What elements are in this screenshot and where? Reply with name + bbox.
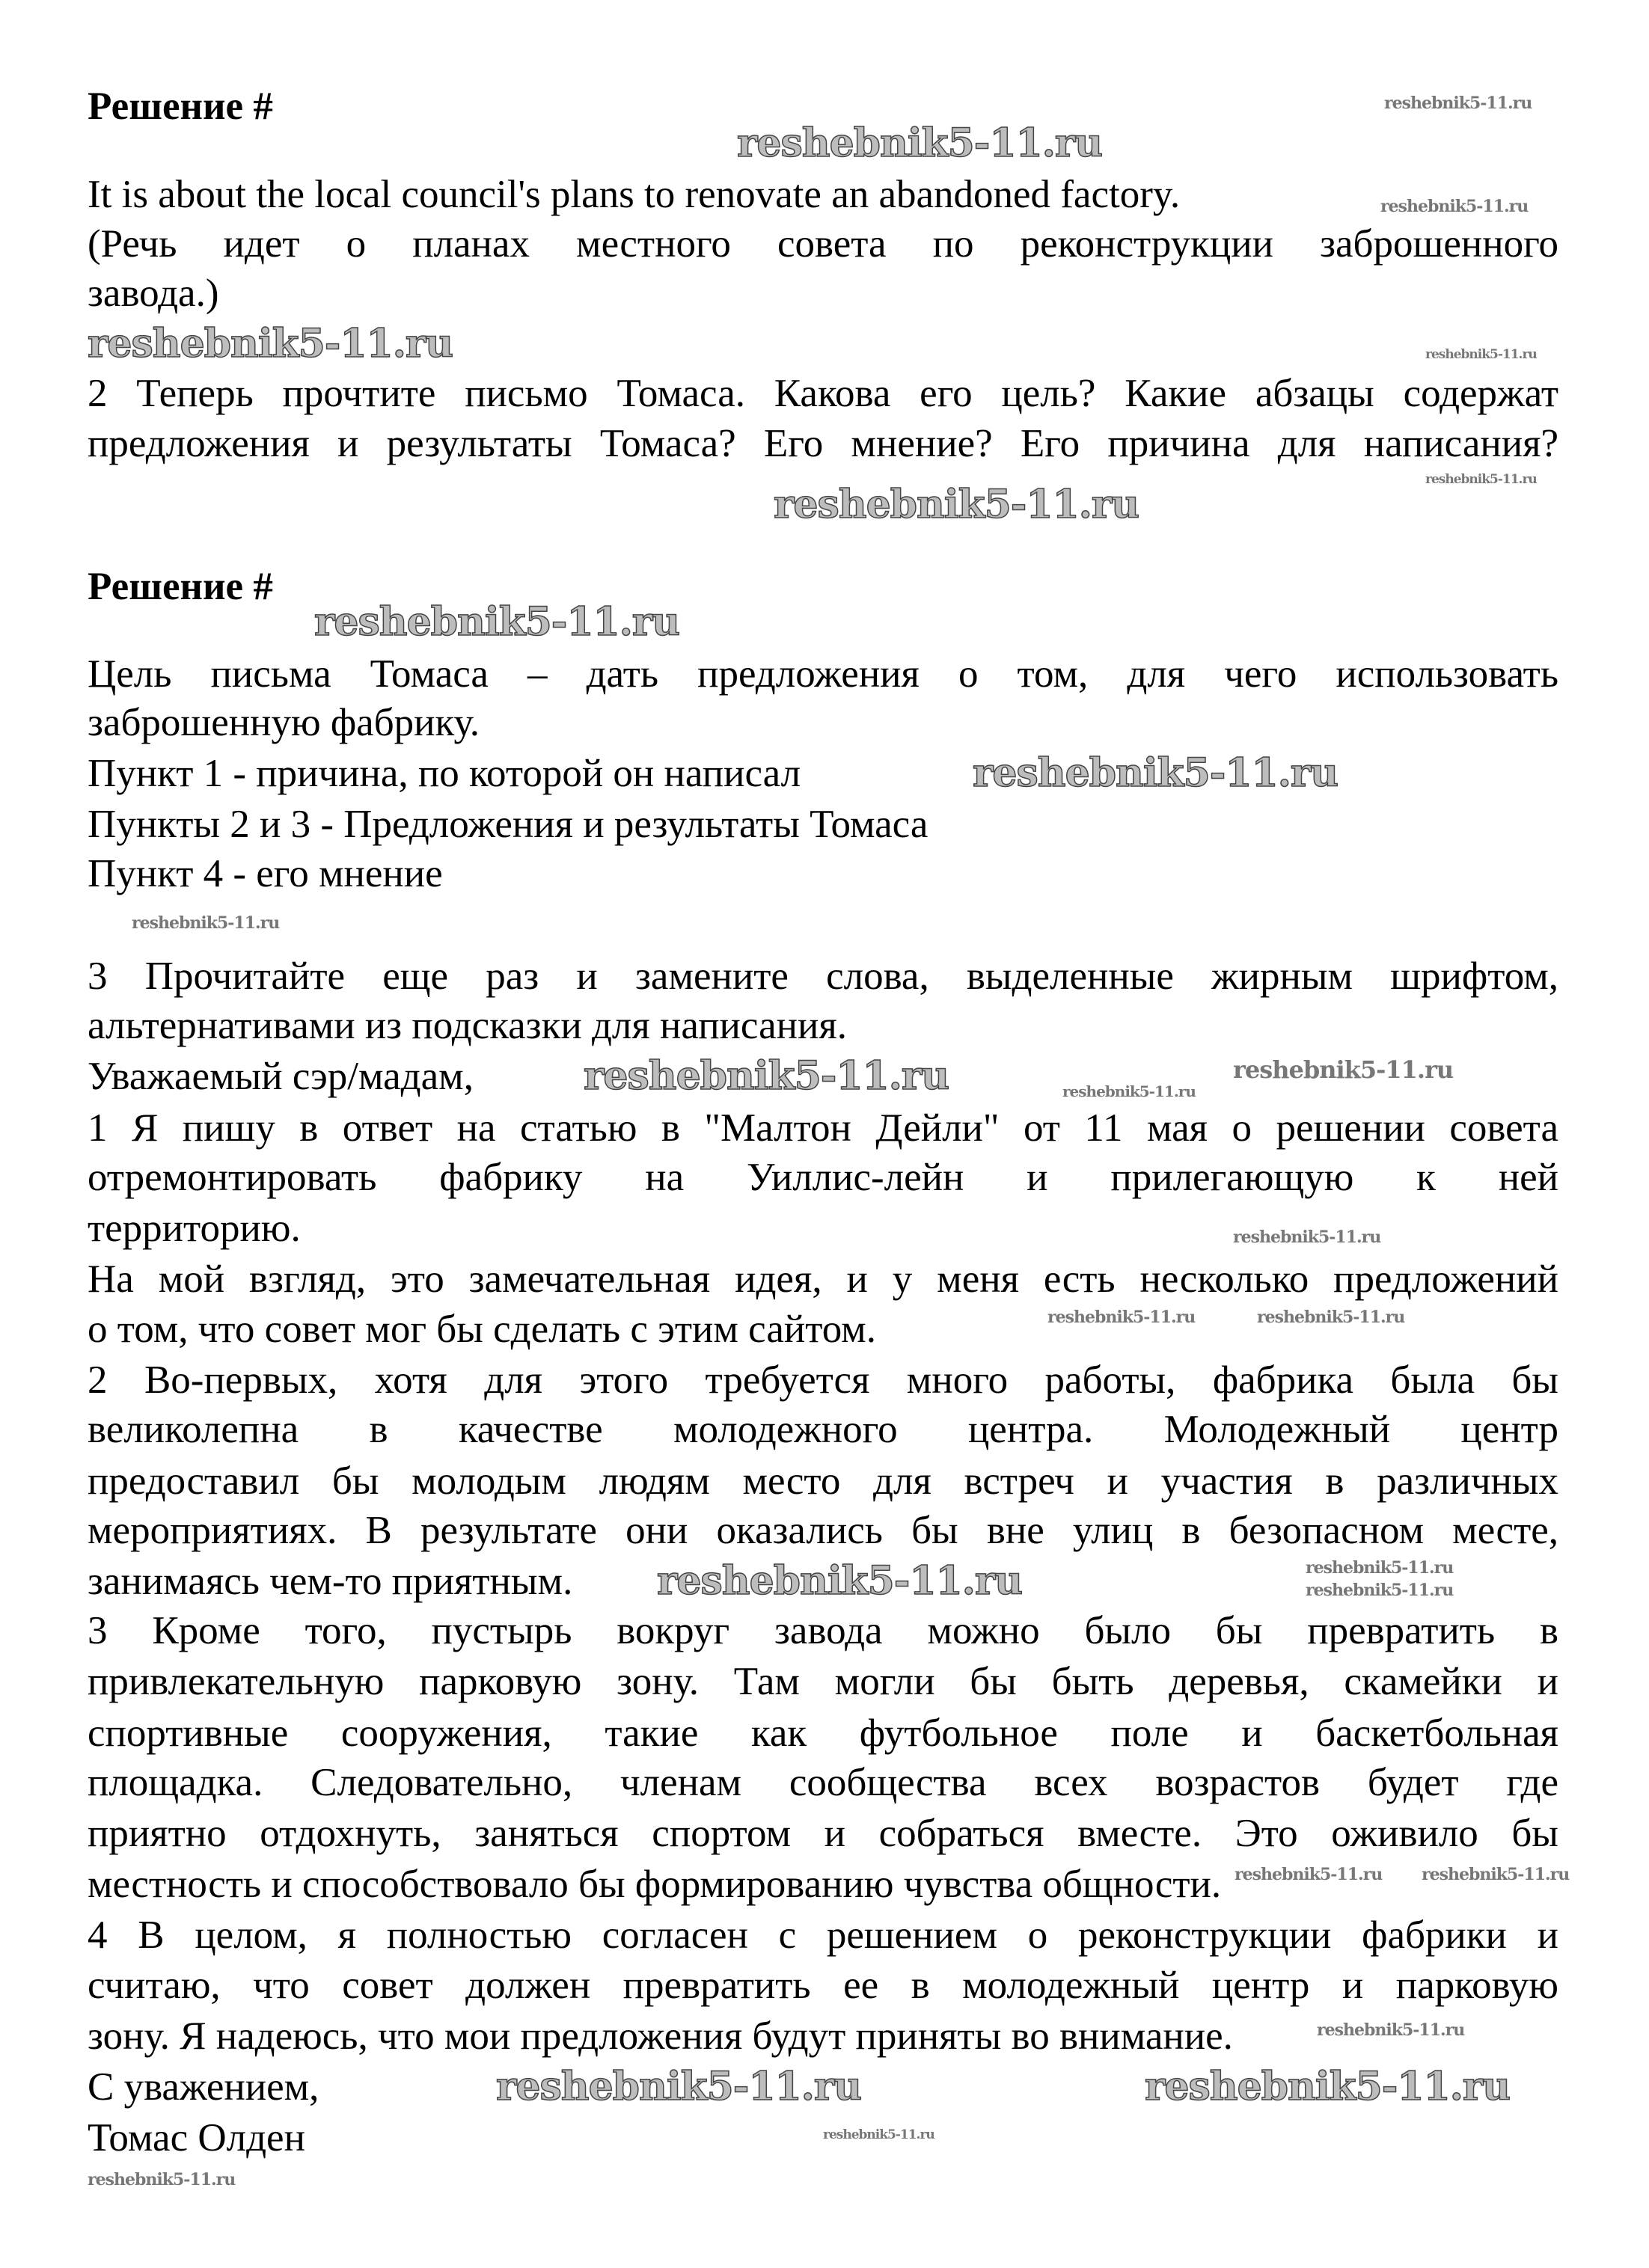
letter-line: 4 В целом, я полностью согласен с решением о реконструкции фабрики и bbox=[88, 1913, 1558, 1957]
answer-line: Цель письма Томаса – дать предложения о том, для чего использовать bbox=[88, 652, 1558, 696]
watermark: reshebnik5-11.ru bbox=[88, 2170, 236, 2189]
letter-line: местность и способствовало бы формированию чувства общности. bbox=[88, 1863, 1222, 1906]
solution-heading: Решение # bbox=[88, 85, 273, 128]
watermark: reshebnik5-11.ru bbox=[973, 750, 1339, 796]
watermark: reshebnik5-11.ru bbox=[1257, 1308, 1405, 1327]
letter-line: великолепна в качестве молодежного центра. Молодежный центр bbox=[88, 1408, 1558, 1451]
watermark: reshebnik5-11.ru bbox=[496, 2064, 862, 2109]
letter-line: территорию. bbox=[88, 1207, 301, 1250]
letter-line: 2 Во-первых, хотя для этого требуется много работы, фабрика была бы bbox=[88, 1358, 1558, 1402]
solution-heading: Решение # bbox=[88, 565, 273, 608]
letter-line: приятно отдохнуть, заняться спортом и собраться вместе. Это оживило бы bbox=[88, 1812, 1558, 1855]
watermark: reshebnik5-11.ru bbox=[1422, 1865, 1570, 1884]
letter-line: отремонтировать фабрику на Уиллис-лейн и прилегающую к ней bbox=[88, 1156, 1558, 1199]
answer-line: заброшенную фабрику. bbox=[88, 701, 480, 744]
letter-line: 1 Я пишу в ответ на статью в "Малтон Дейли" от 11 мая о решении совета bbox=[88, 1106, 1558, 1150]
letter-line: мероприятиях. В результате они оказались бы вне улиц в безопасном месте, bbox=[88, 1509, 1558, 1552]
watermark: reshebnik5-11.ru bbox=[1062, 1082, 1196, 1100]
watermark: reshebnik5-11.ru bbox=[1380, 197, 1529, 216]
watermark: reshebnik5-11.ru bbox=[1384, 94, 1532, 113]
letter-line: На мой взгляд, это замечательная идея, и у меня есть несколько предложений bbox=[88, 1257, 1558, 1301]
letter-line: площадка. Следовательно, членам сообщества всех возрастов будет где bbox=[88, 1761, 1558, 1804]
letter-line: о том, что совет мог бы сделать с этим сайтом. bbox=[88, 1308, 876, 1351]
answer-line: (Речь идет о планах местного совета по реконструкции заброшенного bbox=[88, 222, 1558, 266]
letter-line: привлекательную парковую зону. Там могли бы быть деревья, скамейки и bbox=[88, 1660, 1558, 1703]
watermark: reshebnik5-11.ru bbox=[314, 599, 680, 645]
letter-line: считаю, что совет должен превратить ее в молодежный центр и парковую bbox=[88, 1964, 1558, 2007]
watermark: reshebnik5-11.ru bbox=[657, 1558, 1023, 1604]
watermark: reshebnik5-11.ru bbox=[1233, 1228, 1381, 1247]
task-line: 3 Прочитайте еще раз и замените слова, выделенные жирным шрифтом, bbox=[88, 954, 1558, 998]
watermark: reshebnik5-11.ru bbox=[1233, 1055, 1454, 1084]
letter-line: занимаясь чем-то приятным. bbox=[88, 1560, 573, 1603]
answer-line: Пункты 2 и 3 - Предложения и результаты Томаса bbox=[88, 803, 928, 846]
watermark: reshebnik5-11.ru bbox=[1306, 1558, 1454, 1578]
letter-line: спортивные сооружения, такие как футбольное поле и баскетбольная bbox=[88, 1711, 1558, 1755]
letter-closing: С уважением, bbox=[88, 2065, 319, 2109]
watermark: reshebnik5-11.ru bbox=[1306, 1581, 1454, 1600]
letter-line: 3 Кроме того, пустырь вокруг завода можно было бы превратить в bbox=[88, 1609, 1558, 1652]
task-line: 2 Теперь прочтите письмо Томаса. Какова его цель? Какие абзацы содержат bbox=[88, 372, 1558, 415]
task-line: альтернативами из подсказки для написания. bbox=[88, 1004, 847, 1047]
watermark: reshebnik5-11.ru bbox=[774, 482, 1139, 527]
watermark: reshebnik5-11.ru bbox=[584, 1053, 949, 1099]
letter-signature: Томас Олден bbox=[88, 2116, 305, 2160]
letter-line: Уважаемый сэр/мадам, bbox=[88, 1055, 474, 1098]
watermark: reshebnik5-11.ru bbox=[1317, 2020, 1465, 2040]
watermark: reshebnik5-11.ru bbox=[737, 120, 1103, 166]
watermark: reshebnik5-11.ru bbox=[1425, 347, 1537, 362]
watermark: reshebnik5-11.ru bbox=[1145, 2064, 1511, 2109]
watermark: reshebnik5-11.ru bbox=[1425, 472, 1537, 487]
answer-line: Пункт 4 - его мнение bbox=[88, 852, 443, 895]
watermark: reshebnik5-11.ru bbox=[823, 2127, 934, 2142]
answer-line: It is about the local council's plans to renovate an abandoned factory. bbox=[88, 173, 1181, 216]
answer-line: завода.) bbox=[88, 272, 219, 315]
letter-line: зону. Я надеюсь, что мои предложения будут приняты во внимание. bbox=[88, 2014, 1233, 2058]
answer-line: Пункт 1 - причина, по которой он написал bbox=[88, 752, 801, 795]
watermark: reshebnik5-11.ru bbox=[1235, 1865, 1383, 1884]
watermark: reshebnik5-11.ru bbox=[1047, 1308, 1196, 1327]
watermark: reshebnik5-11.ru bbox=[132, 913, 280, 933]
letter-line: предоставил бы молодым людям место для встреч и участия в различных bbox=[88, 1459, 1558, 1503]
watermark: reshebnik5-11.ru bbox=[88, 321, 453, 367]
task-line: предложения и результаты Томаса? Его мнение? Его причина для написания? bbox=[88, 422, 1558, 465]
